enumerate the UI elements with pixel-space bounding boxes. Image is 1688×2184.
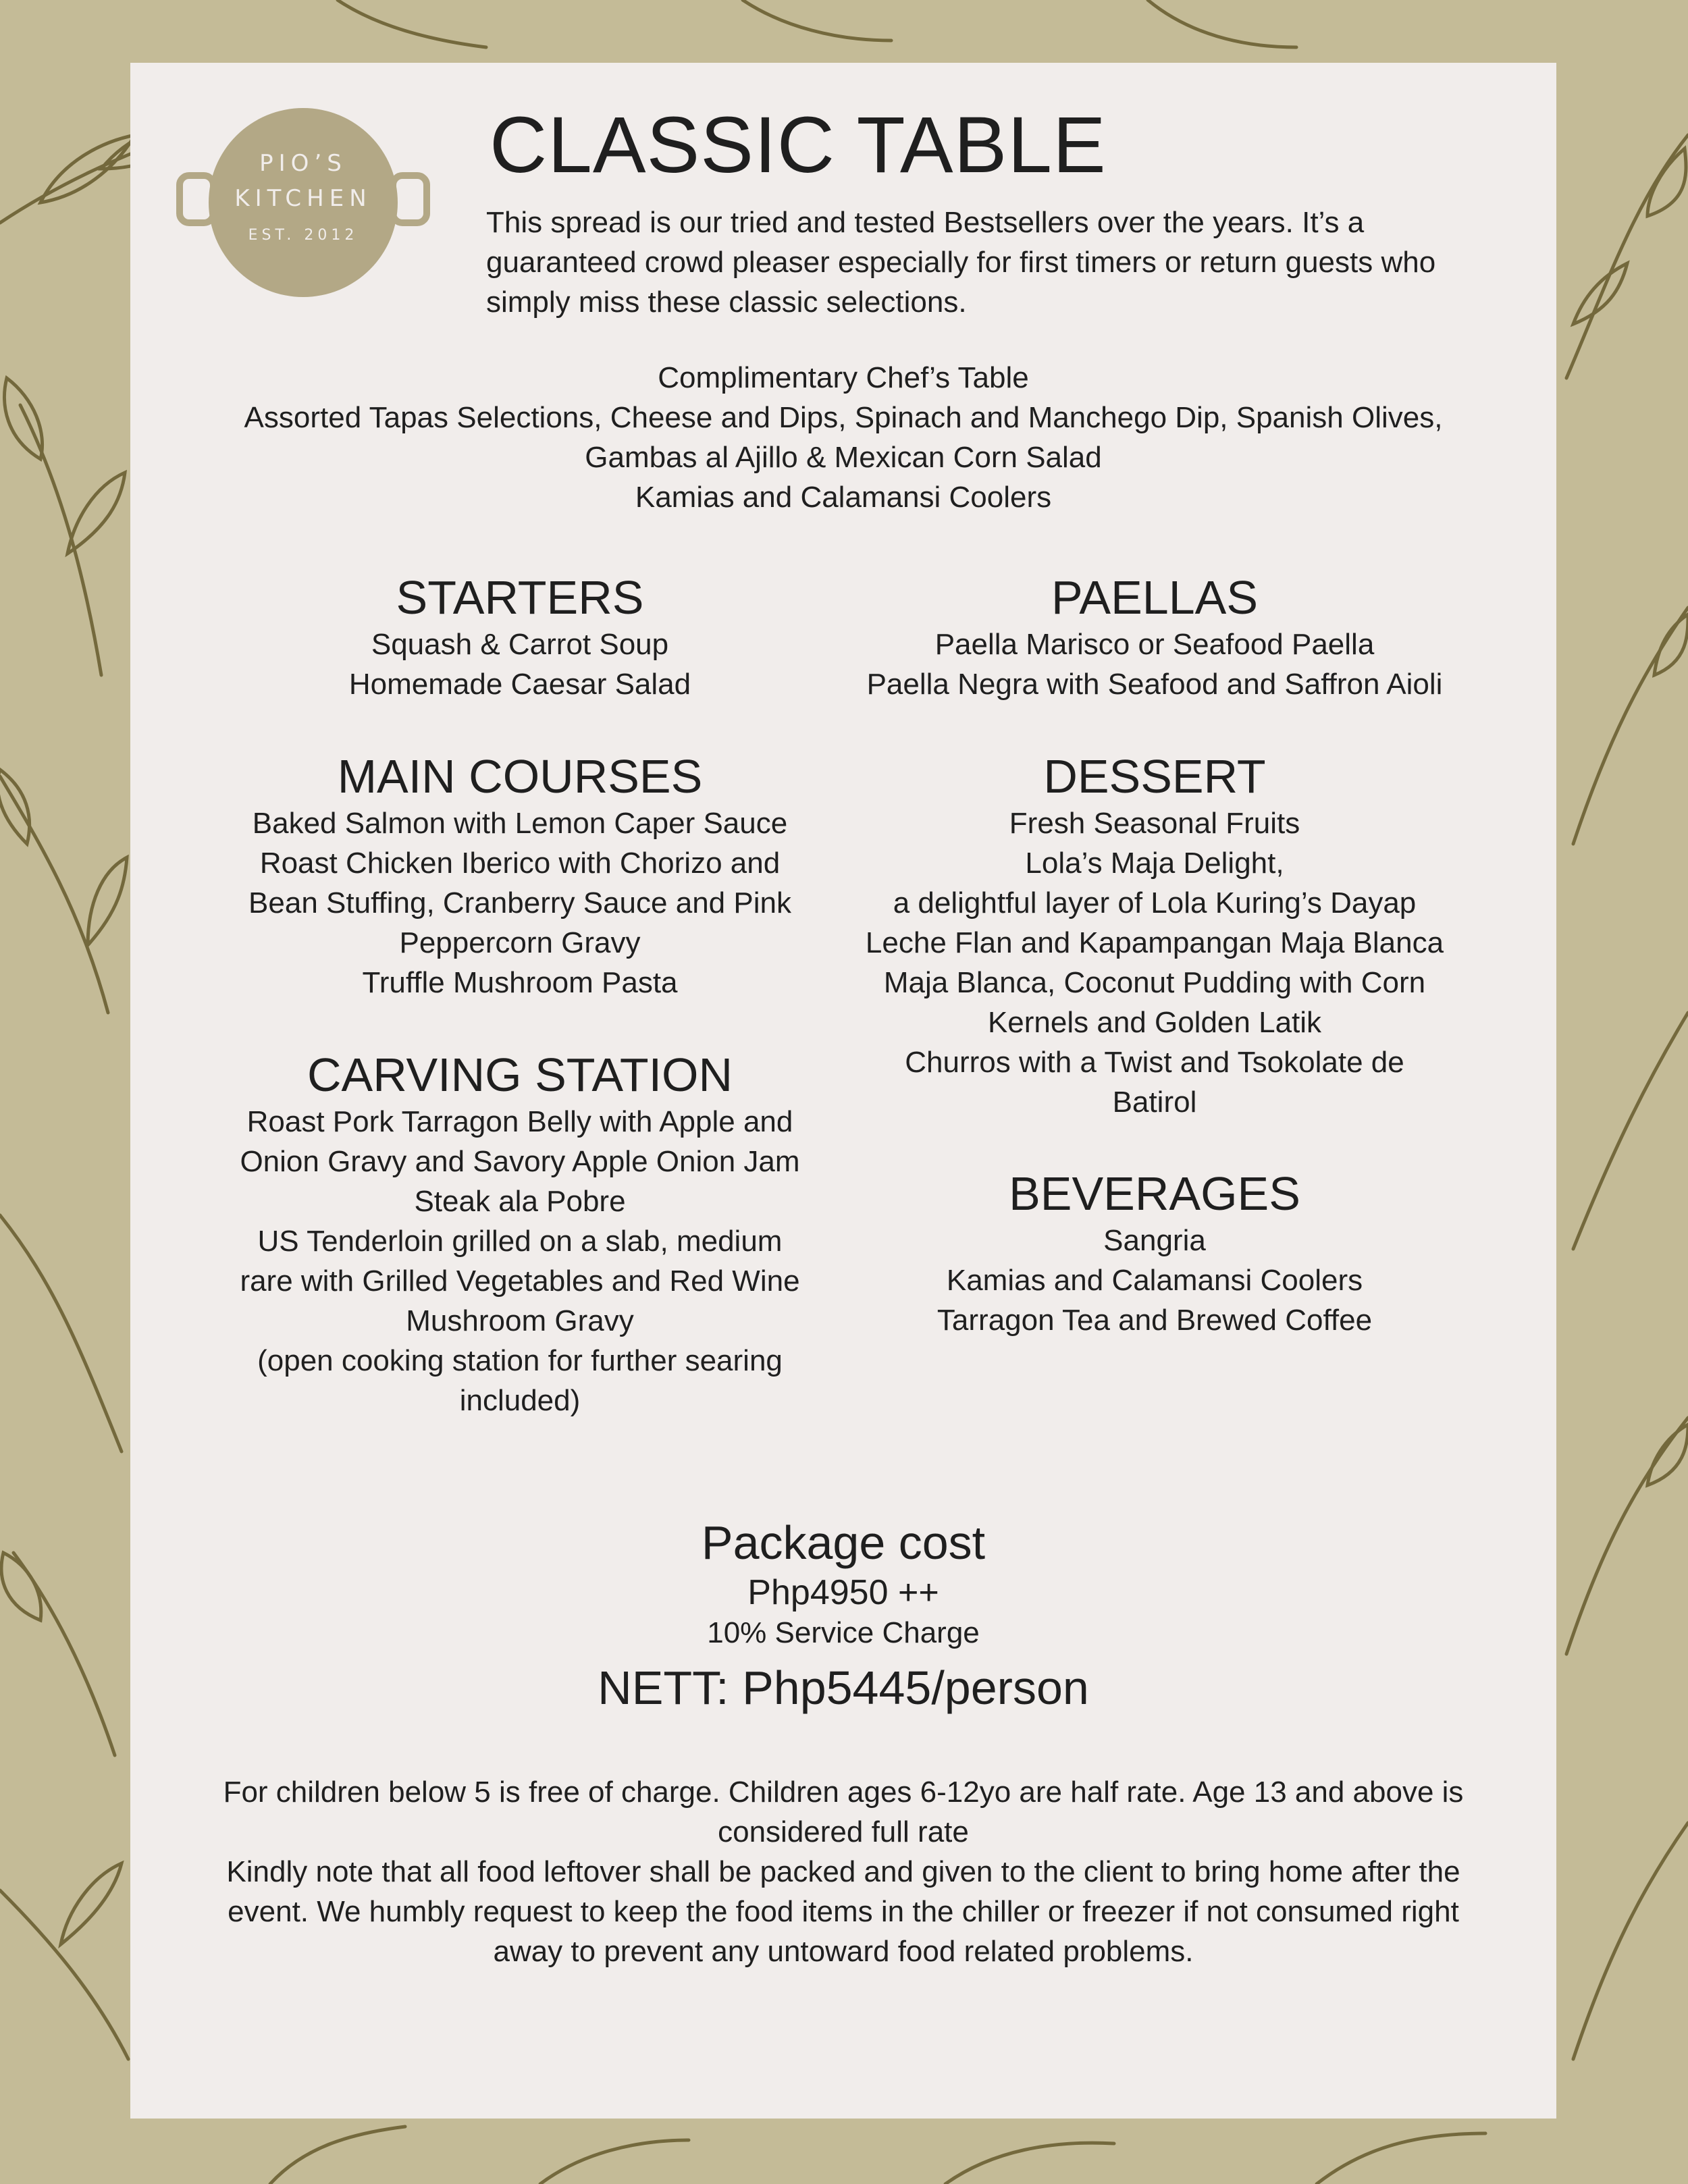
starters-section (203, 570, 837, 704)
complimentary-block (130, 358, 1556, 517)
menu-item: Kernels and Golden Latik (987, 1006, 1322, 1039)
package-cost-heading: Package cost (701, 1516, 986, 1569)
note-line: For children below 5 is free of charge. Children ages 6-12yo are half rate. Age 13 and above is (223, 1776, 1464, 1809)
complimentary-line: Kamias and Calamansi Coolers (635, 481, 1052, 514)
dessert-section (837, 749, 1472, 1122)
menu-item: Churros with a Twist and Tsokolate de (905, 1046, 1404, 1079)
note-line: away to prevent any untoward food related problems. (493, 1935, 1194, 1968)
main-courses-section (203, 749, 837, 1003)
menu-item: Sangria (1103, 1224, 1206, 1257)
terms-notes (130, 1772, 1556, 1971)
menu-item: Leche Flan and Kapampangan Maja Blanca (865, 926, 1444, 959)
section-heading: DESSERT (1043, 750, 1266, 803)
service-charge: 10% Service Charge (707, 1616, 980, 1649)
menu-item: Truffle Mushroom Pasta (362, 966, 678, 999)
menu-item: Baked Salmon with Lemon Caper Sauce (252, 807, 788, 840)
menu-item: Squash & Carrot Soup (371, 628, 669, 661)
menu-item: Mushroom Gravy (406, 1304, 634, 1337)
menu-item: a delightful layer of Lola Kuring’s Dayap (893, 886, 1417, 920)
nett-price: NETT: Php5445/person (598, 1661, 1089, 1714)
menu-item: Roast Chicken Iberico with Chorizo and (259, 847, 781, 880)
menu-item: Paella Marisco or Seafood Paella (934, 628, 1375, 661)
package-price: Php4950 ++ (747, 1573, 939, 1612)
menu-item: (open cooking station for further searing (257, 1344, 783, 1377)
note-line: Kindly note that all food leftover shall be packed and given to the client to bring home after the (226, 1855, 1460, 1888)
logo-established: EST. 2012 (248, 227, 359, 244)
menu-item: Lola’s Maja Delight, (1025, 847, 1284, 880)
menu-item: Steak ala Pobre (414, 1185, 626, 1218)
page-title: CLASSIC TABLE (490, 101, 1107, 190)
intro-paragraph: This spread is our tried and tested Bestsellers over the years. It’s a guaranteed crowd pleaser especially for first timers or return guests who simply miss these classic selections. (486, 206, 1436, 319)
section-heading: CARVING STATION (307, 1048, 733, 1101)
beverages-section (837, 1167, 1472, 1340)
carving-station-section (203, 1048, 837, 1420)
logo-line-2: KITCHEN (234, 185, 372, 212)
menu-item: included) (459, 1384, 581, 1417)
menu-item: Tarragon Tea and Brewed Coffee (937, 1304, 1373, 1337)
paellas-section (837, 570, 1472, 704)
menu-item: Maja Blanca, Coconut Pudding with Corn (883, 966, 1426, 999)
complimentary-line: Complimentary Chef’s Table (658, 361, 1029, 394)
section-heading: MAIN COURSES (337, 750, 703, 803)
menu-item: Paella Negra with Seafood and Saffron Aioli (866, 668, 1443, 701)
section-heading: BEVERAGES (1009, 1167, 1300, 1220)
menu-item: Kamias and Calamansi Coolers (946, 1264, 1363, 1297)
pios-kitchen-logo (174, 101, 432, 304)
menu-item: Fresh Seasonal Fruits (1009, 807, 1300, 840)
menu-item: Onion Gravy and Savory Apple Onion Jam (240, 1145, 800, 1178)
menu-item: Roast Pork Tarragon Belly with Apple and (246, 1105, 793, 1138)
menu-item: Batirol (1112, 1086, 1197, 1119)
section-heading: STARTERS (396, 571, 644, 624)
menu-item: Peppercorn Gravy (399, 926, 641, 959)
complimentary-line: Assorted Tapas Selections, Cheese and Dips, Spinach and Manchego Dip, Spanish Olives, (244, 401, 1443, 434)
menu-item: Homemade Caesar Salad (348, 668, 691, 701)
menu-item: US Tenderloin grilled on a slab, medium (257, 1225, 783, 1258)
note-line: considered full rate (718, 1815, 969, 1848)
menu-item: rare with Grilled Vegetables and Red Wine (240, 1264, 800, 1298)
complimentary-line: Gambas al Ajillo & Mexican Corn Salad (585, 441, 1102, 474)
section-heading: PAELLAS (1051, 571, 1259, 624)
menu-item: Bean Stuffing, Cranberry Sauce and Pink (248, 886, 791, 920)
logo-line-1: PIO’S (259, 150, 347, 177)
note-line: event. We humbly request to keep the food items in the chiller or freezer if not consumed right (228, 1895, 1459, 1928)
